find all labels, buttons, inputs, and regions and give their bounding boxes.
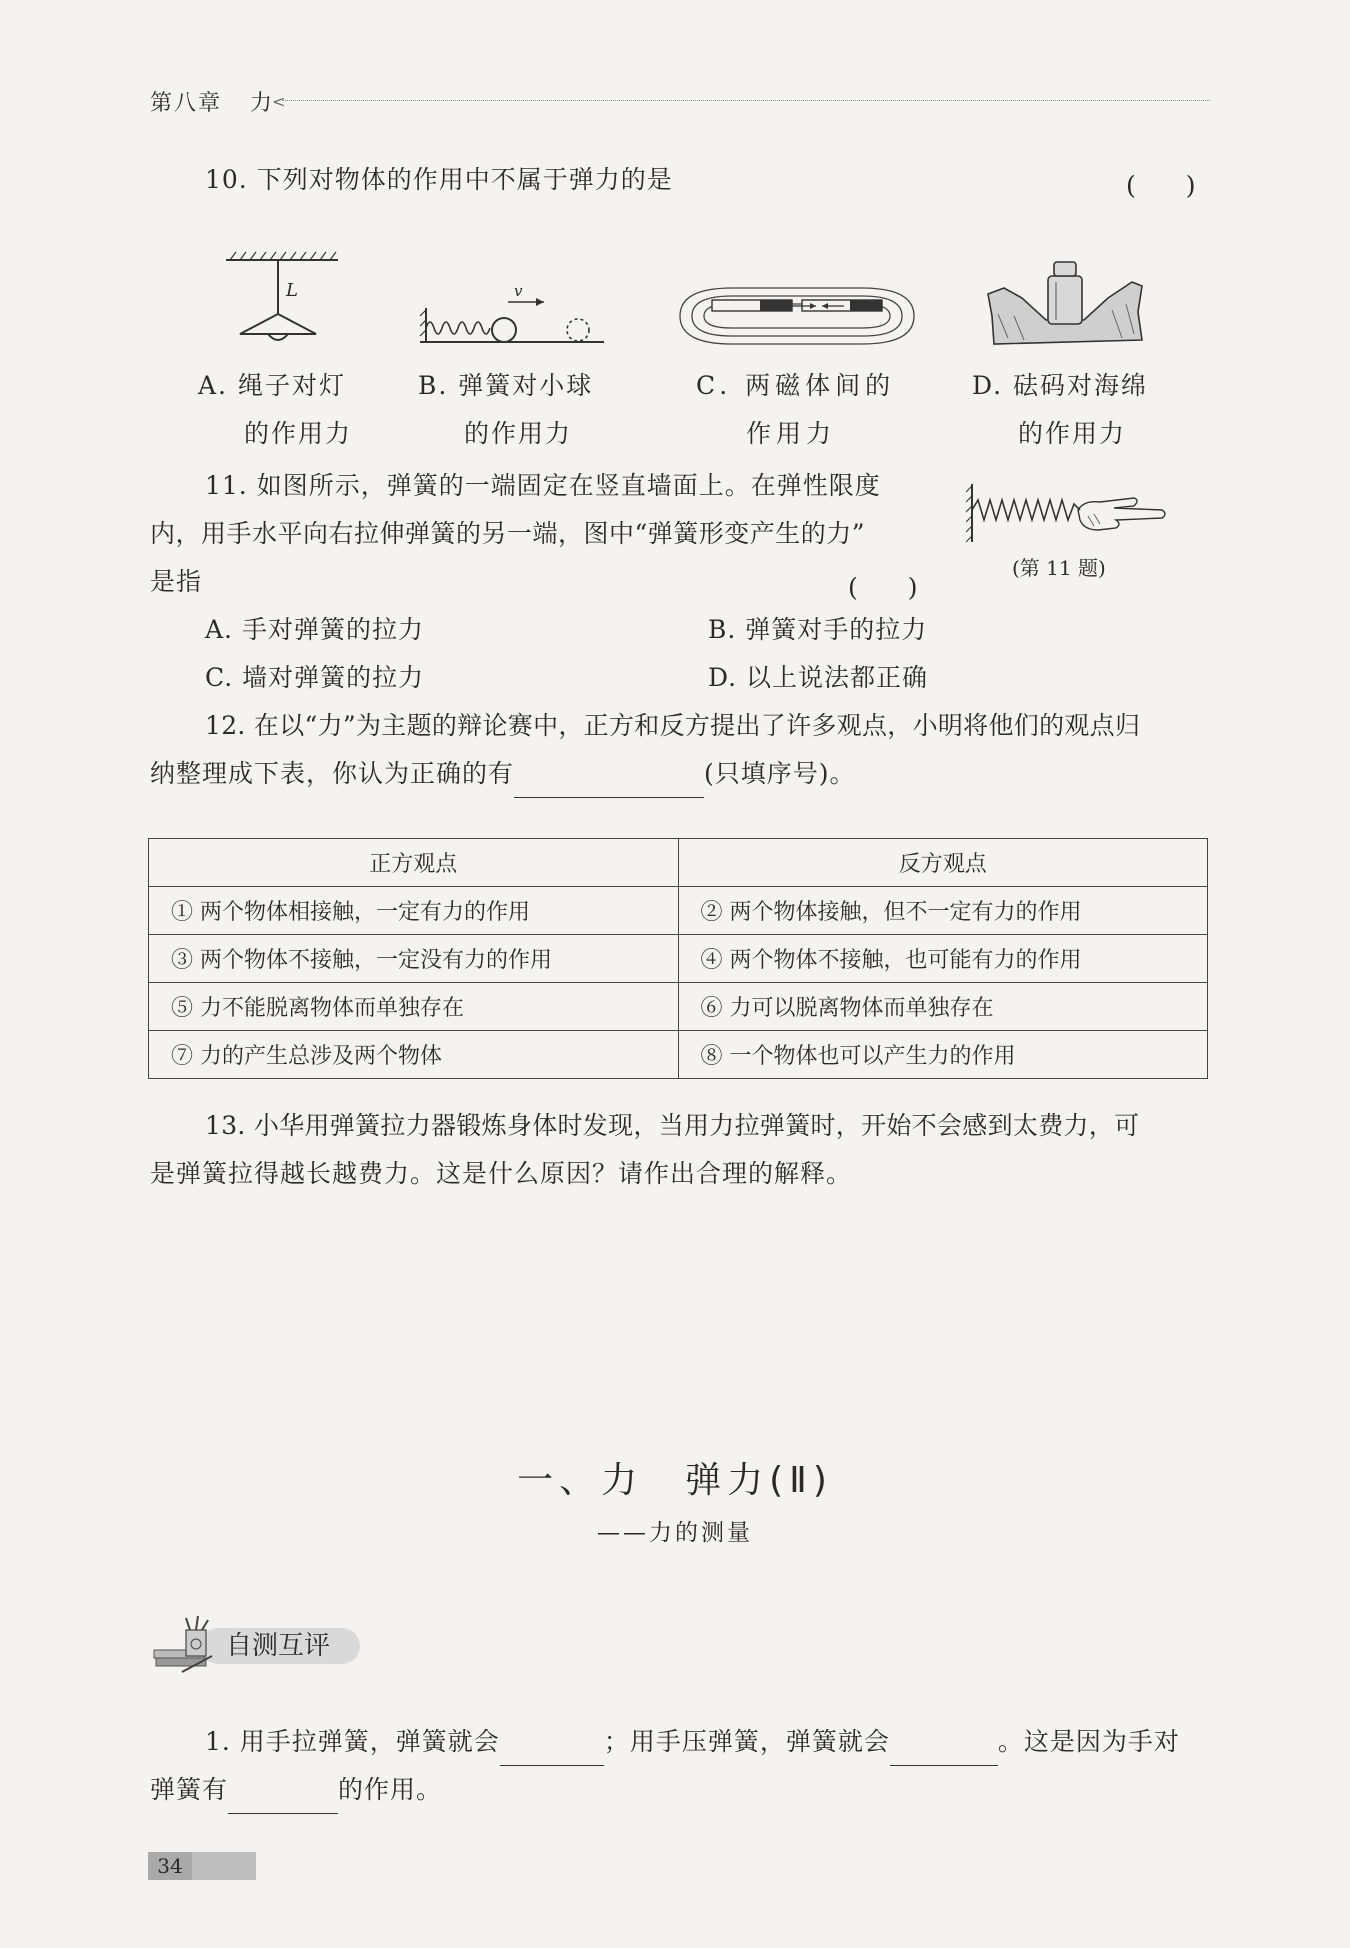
table-header-con: 反方观点	[678, 839, 1208, 887]
q12-line2: 纳整理成下表，你认为正确的有 (只填序号)。	[150, 750, 856, 798]
s1-line2: 弹簧有 的作用。	[150, 1766, 442, 1814]
lamp-figure	[222, 248, 342, 352]
table-row	[149, 887, 1208, 935]
header-rule	[282, 100, 1210, 101]
table-cell: ⑤ 力不能脱离物体而单独存在	[149, 983, 679, 1031]
weight-sponge-figure	[984, 254, 1146, 350]
badge-label: 自测互评	[226, 1631, 331, 1661]
q11-caption: (第 11 题)	[1012, 556, 1106, 580]
chapter-title: 力	[250, 91, 275, 116]
q10-option-b: B. 弹簧对小球 的作用力	[418, 371, 594, 448]
chapter-label: 第八章	[150, 91, 223, 116]
s1-blank-3[interactable]	[228, 1783, 338, 1814]
q10-answer-paren: ( )	[1126, 171, 1196, 200]
q11-option-c: C. 墙对弹簧的拉力	[205, 663, 425, 692]
q11-line3: 是指	[150, 567, 203, 596]
q10-option-c: C. 两磁体间的 作用力	[696, 371, 896, 448]
table-header-pro: 正方观点	[149, 839, 679, 887]
page-number: 34	[148, 1852, 192, 1880]
header-arrow-icon: <	[272, 92, 286, 111]
table-cell: ① 两个物体相接触，一定有力的作用	[149, 887, 679, 935]
q11-option-b: B. 弹簧对手的拉力	[708, 615, 928, 644]
q10-text: 10. 下列对物体的作用中不属于弹力的是	[205, 165, 673, 194]
debate-views-table	[148, 838, 1208, 1079]
table-cell: ③ 两个物体不接触，一定没有力的作用	[149, 935, 679, 983]
section-subtitle: ——力的测量	[597, 1520, 753, 1546]
table-row	[149, 935, 1208, 983]
q13-line2: 是弹簧拉得越长越费力。这是什么原因？请作出合理的解释。	[150, 1159, 853, 1188]
table-cell: ⑧ 一个物体也可以产生力的作用	[678, 1031, 1208, 1079]
spring-hand-figure	[966, 480, 1172, 546]
chapter-header	[150, 86, 274, 117]
table-row	[149, 983, 1208, 1031]
magnets-figure	[672, 282, 922, 352]
s1-blank-2[interactable]	[890, 1735, 998, 1766]
table-cell: ⑦ 力的产生总涉及两个物体	[149, 1031, 679, 1079]
table-cell: ⑥ 力可以脱离物体而单独存在	[678, 983, 1208, 1031]
self-test-badge	[152, 1616, 360, 1668]
table-cell: ② 两个物体接触，但不一定有力的作用	[678, 887, 1208, 935]
table-header-row	[149, 839, 1208, 887]
q11-line1: 11. 如图所示，弹簧的一端固定在竖直墙面上。在弹性限度	[205, 471, 881, 500]
table-cell: ④ 两个物体不接触，也可能有力的作用	[678, 935, 1208, 983]
table-row	[149, 1031, 1208, 1079]
q12-answer-blank[interactable]	[514, 767, 704, 798]
q10-option-d: D. 砝码对海绵 的作用力	[972, 371, 1149, 448]
page-number-tab	[148, 1852, 256, 1880]
q11-answer-paren: ( )	[848, 573, 918, 602]
s1-line1: 1. 用手拉弹簧，弹簧就会 ；用手压弹簧，弹簧就会 。这是因为手对	[205, 1718, 1180, 1766]
lamp-label: L	[286, 280, 298, 301]
ball-velocity-label: v	[514, 282, 523, 300]
q13-line1: 13. 小华用弹簧拉力器锻炼身体时发现，当用力拉弹簧时，开始不会感到太费力，可	[205, 1111, 1140, 1140]
q12-line1: 12. 在以“力”为主题的辩论赛中，正方和反方提出了许多观点，小明将他们的观点归	[205, 711, 1141, 740]
q11-option-a: A. 手对弹簧的拉力	[205, 615, 424, 644]
s1-blank-1[interactable]	[500, 1735, 604, 1766]
books-pencils-icon	[152, 1616, 224, 1674]
q10-option-a: A. 绳子对灯 的作用力	[198, 371, 353, 448]
q11-line2: 内，用手水平向右拉伸弹簧的另一端，图中“弹簧形变产生的力”	[150, 519, 866, 548]
section-title: 一、力 弹力(Ⅱ)	[517, 1460, 833, 1501]
q11-option-d: D. 以上说法都正确	[708, 663, 929, 692]
spring-ball-figure	[416, 280, 608, 350]
